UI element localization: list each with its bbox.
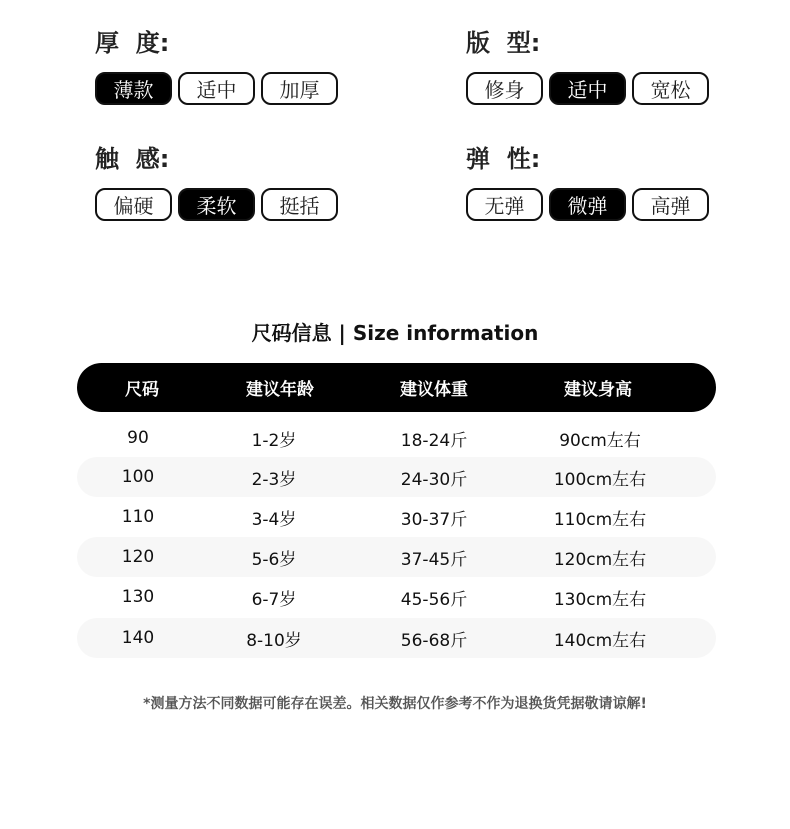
table-row bbox=[77, 418, 716, 458]
cell-weight: 30-37斤 bbox=[400, 509, 468, 530]
option-crisp[interactable]: 挺括 bbox=[261, 188, 338, 221]
size-table-header bbox=[77, 363, 716, 412]
option-slim[interactable]: 修身 bbox=[466, 72, 543, 105]
cell-age: 3-4岁 bbox=[251, 509, 297, 530]
cell-size: 130 bbox=[121, 587, 155, 607]
cell-size: 120 bbox=[121, 547, 155, 567]
cell-size: 110 bbox=[121, 507, 155, 527]
cell-weight: 56-68斤 bbox=[400, 630, 468, 651]
table-row bbox=[77, 497, 716, 537]
fit-group bbox=[466, 28, 715, 105]
cell-size: 100 bbox=[121, 467, 155, 487]
table-row bbox=[77, 618, 716, 658]
cell-height: 140cm左右 bbox=[553, 630, 647, 651]
cell-height: 110cm左右 bbox=[553, 509, 647, 530]
option-soft[interactable]: 柔软 bbox=[178, 188, 255, 221]
touch-title: 触 感: bbox=[95, 145, 170, 173]
table-row bbox=[77, 537, 716, 577]
header-size: 尺码 bbox=[125, 380, 159, 400]
option-stiff[interactable]: 偏硬 bbox=[95, 188, 172, 221]
option-thick[interactable]: 加厚 bbox=[261, 72, 338, 105]
cell-size: 140 bbox=[121, 628, 155, 648]
cell-age: 2-3岁 bbox=[251, 469, 297, 490]
header-weight: 建议体重 bbox=[400, 380, 468, 400]
size-section-title: 尺码信息 | Size information bbox=[251, 321, 539, 345]
cell-height: 130cm左右 bbox=[553, 589, 647, 610]
thickness-group bbox=[95, 28, 344, 105]
cell-height: 90cm左右 bbox=[559, 430, 641, 451]
option-thin[interactable]: 薄款 bbox=[95, 72, 172, 105]
cell-height: 120cm左右 bbox=[553, 549, 647, 570]
header-age: 建议年龄 bbox=[246, 380, 314, 400]
cell-weight: 24-30斤 bbox=[400, 469, 468, 490]
elasticity-group bbox=[466, 144, 715, 221]
cell-weight: 37-45斤 bbox=[400, 549, 468, 570]
fit-title: 版 型: bbox=[466, 29, 541, 57]
cell-size: 90 bbox=[127, 428, 149, 448]
cell-age: 1-2岁 bbox=[251, 430, 297, 451]
elasticity-title: 弹 性: bbox=[466, 145, 541, 173]
touch-group bbox=[95, 144, 344, 221]
measurement-disclaimer: *测量方法不同数据可能存在误差。相关数据仅作参考不作为退换货凭据敬请谅解! bbox=[143, 696, 647, 712]
cell-age: 6-7岁 bbox=[251, 589, 297, 610]
option-regular[interactable]: 适中 bbox=[549, 72, 626, 105]
option-loose[interactable]: 宽松 bbox=[632, 72, 709, 105]
cell-age: 8-10岁 bbox=[246, 630, 302, 651]
cell-height: 100cm左右 bbox=[553, 469, 647, 490]
option-slight-stretch[interactable]: 微弹 bbox=[549, 188, 626, 221]
option-no-stretch[interactable]: 无弹 bbox=[466, 188, 543, 221]
table-row bbox=[77, 457, 716, 497]
table-row bbox=[77, 577, 716, 617]
cell-weight: 18-24斤 bbox=[400, 430, 468, 451]
option-medium[interactable]: 适中 bbox=[178, 72, 255, 105]
option-high-stretch[interactable]: 高弹 bbox=[632, 188, 709, 221]
header-height: 建议身高 bbox=[564, 380, 632, 400]
cell-weight: 45-56斤 bbox=[400, 589, 468, 610]
thickness-title: 厚 度: bbox=[95, 29, 170, 57]
cell-age: 5-6岁 bbox=[251, 549, 297, 570]
